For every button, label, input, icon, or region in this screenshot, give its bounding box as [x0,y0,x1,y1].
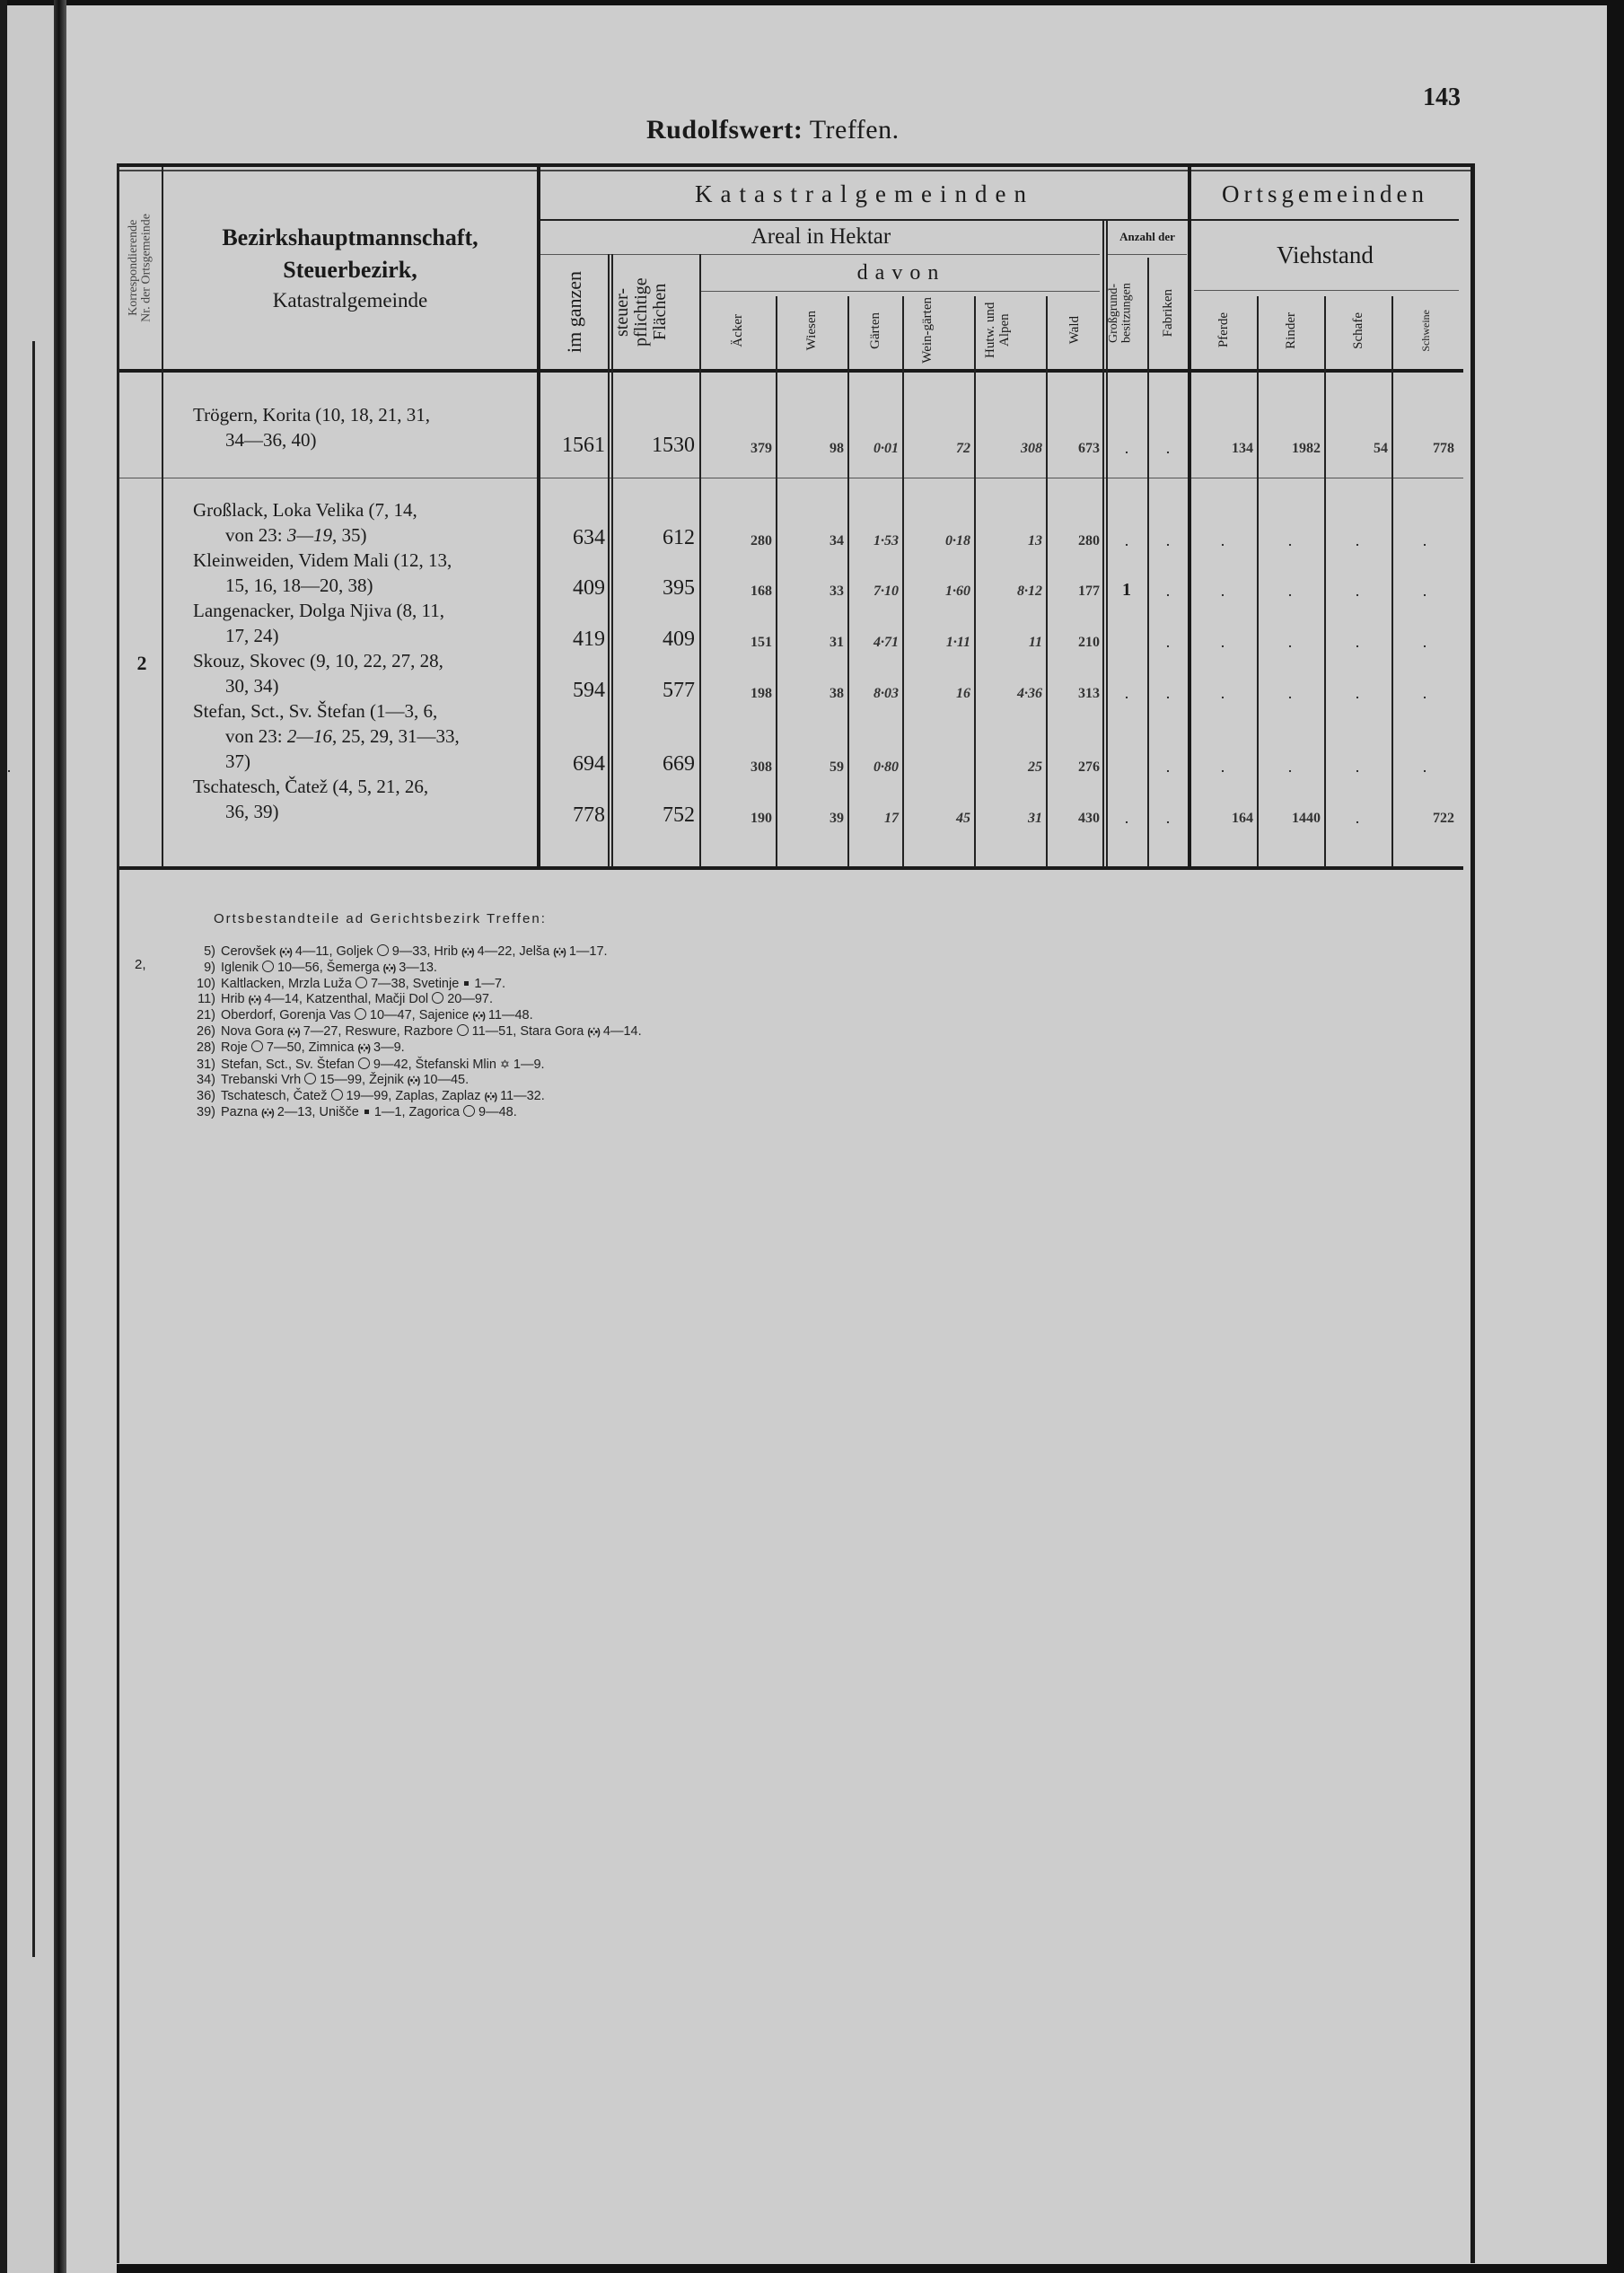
cell-schafe: . [1355,684,1360,702]
hamlet-dots-icon: (•⁚•) [382,963,396,974]
header-gaerten-label: Gärten [867,312,882,349]
cell-rinder: . [1287,684,1293,702]
cell-steuerpflichtig: 577 [663,679,695,702]
cell-steuerpflichtig: 409 [663,627,695,651]
note-text: 4—14, Katzenthal, Mačji Dol [264,992,429,1006]
cell-fabriken: . [1165,809,1171,827]
village-circle-icon [463,1105,475,1117]
name-line: , 35) [332,524,367,546]
header-weingaerten-label: Wein-gärten [920,297,935,364]
name-line: Skouz, Skovec (9, 10, 22, 27, 28, [193,650,443,671]
header-rinder-label: Rinder [1283,312,1298,349]
hamlet-dots-icon: (•⁚•) [587,1027,600,1038]
note-text: Tschatesch, Čatež [221,1089,328,1103]
cell-schweine: . [1422,684,1427,702]
name-line: Trögern, Korita (10, 18, 21, 31, [193,404,431,426]
note-index: 31) [197,1058,215,1072]
note-index: 26) [197,1024,215,1039]
name-line-italic: 3—19 [286,524,333,546]
single-house-icon [364,1110,369,1114]
note-text: 1—1, Zagorica [373,1105,460,1119]
cell-grossgrund: . [1124,531,1129,549]
note-line [189,977,642,992]
header-name-column [163,167,537,369]
scan-top-edge [0,0,1624,5]
cell-schweine: . [1422,633,1427,651]
header-im-ganzen-label: im ganzen [562,270,585,354]
note-text: 15—99, Žejnik [320,1073,404,1087]
cell-acker: 198 [751,686,772,701]
header-nr-ortsgemeinde [119,167,162,369]
header-wald [1048,293,1102,368]
cell-hutweiden: 25 [1028,759,1042,775]
note-index: 10) [197,977,215,991]
book-binding-gutter [54,0,66,2273]
cell-grossgrund: . [1124,439,1129,457]
cell-wiesen: 34 [830,533,844,549]
note-text: 9—48. [478,1105,517,1119]
col-sep-acker [776,296,777,867]
header-davon: davon [856,261,946,285]
cell-acker: 151 [751,635,772,650]
cell-wald: 177 [1078,584,1100,599]
cell-im-ganzen: 594 [573,679,605,702]
cell-wiesen: 31 [830,635,844,650]
note-index: 5) [204,944,215,959]
header-acker [701,293,776,368]
row-name-tschatesch [193,774,534,824]
note-text: Nova Gora [221,1024,285,1039]
note-text: 4—14. [602,1024,642,1039]
header-nr-line1: Korrespondierende [126,219,140,317]
cell-gaerten: 0·80 [873,759,899,775]
cell-schweine: . [1422,582,1427,600]
cell-grossgrund: 1 [1122,580,1131,600]
rule-below-areal [539,254,1100,255]
cell-pferde: 134 [1232,441,1253,456]
note-text: Kaltlacken, Mrzla Luža [221,977,352,991]
cell-wald: 430 [1078,811,1100,826]
note-line [189,1024,642,1040]
cell-weingaerten: 72 [956,441,970,456]
note-text: Trebanski Vrh [221,1073,302,1087]
hamlet-dots-icon: (•⁚•) [407,1075,420,1086]
note-text: 4—11, Goljek [294,944,373,959]
cell-rinder: 1982 [1292,441,1321,456]
cell-schafe: . [1355,531,1360,549]
note-text: 4—22, Jelša [477,944,550,959]
cell-hutweiden: 4·36 [1017,686,1042,701]
village-circle-icon [355,1008,366,1020]
cell-gaerten: 4·71 [873,635,899,650]
cell-rinder: . [1287,531,1293,549]
mill-star-icon: ✡ [499,1058,510,1071]
ortsgemeinde-number: 2 [136,652,147,674]
note-line [189,961,642,977]
note-index: 34) [197,1073,215,1087]
note-index: 39) [197,1105,215,1119]
rule-below-viehstand [1194,290,1459,291]
name-line: von 23: [225,524,287,546]
page-title-district: Rudolfswert: [646,115,803,145]
page-title-court: Treffen. [803,115,900,145]
col-sep-schafe [1391,296,1393,867]
header-fabriken [1149,258,1188,368]
header-katastralgemeinden: Katastralgemeinden [695,180,1034,207]
note-line [189,1040,642,1057]
note-index: 9) [204,961,215,975]
cell-schafe: . [1355,809,1360,827]
cell-hutweiden: 308 [1021,441,1042,456]
cell-fabriken: . [1165,684,1171,702]
header-bezirkshauptmannschaft: Bezirkshauptmannschaft, [222,224,478,250]
note-text: Oberdorf, Gorenja Vas [221,1008,351,1022]
cell-weingaerten: 45 [956,811,970,826]
cell-pferde: . [1220,684,1225,702]
cell-wald: 276 [1078,759,1100,775]
note-text: 1—17. [568,944,608,959]
cell-weingaerten: 0·18 [945,533,970,549]
scan-bottom-edge [117,2264,1624,2273]
note-index: 28) [197,1040,215,1055]
col-sep-pferde [1257,296,1259,867]
note-text: 7—38, Svetinje [370,977,460,991]
hamlet-dots-icon: (•⁚•) [553,947,566,958]
row-name-grosslack [193,497,534,548]
name-line: Kleinweiden, Videm Mali (12, 13, [193,549,452,571]
cell-rinder: . [1287,758,1293,776]
cell-gaerten: 8·03 [873,686,899,701]
cell-pferde: . [1220,582,1225,600]
cell-pferde: . [1220,758,1225,776]
note-line [189,1105,642,1121]
note-line [189,1089,642,1105]
name-line: Stefan, Sct., Sv. Štefan (1—3, 6, [193,700,438,722]
page-number: 143 [1423,83,1461,111]
note-text: 9—42, Štefanski Mlin [373,1058,496,1072]
header-fabriken-label: Fabriken [1160,288,1175,338]
header-weingaerten [904,293,974,368]
row-name-skouz [193,648,534,698]
cell-weingaerten: 1·11 [945,635,970,650]
header-schweine [1393,293,1459,368]
village-circle-icon [331,1089,343,1101]
cell-im-ganzen: 778 [573,803,605,827]
cell-wald: 313 [1078,686,1100,701]
note-text: 7—27, Reswure, Razbore [303,1024,453,1039]
note-text: Cerovšek [221,944,277,959]
header-nr-line2: Nr. der Ortsgemeinde [139,214,154,322]
cell-wald: 673 [1078,441,1100,456]
cell-gaerten: 0·01 [873,441,899,456]
note-line [189,1008,642,1024]
cell-schafe: . [1355,633,1360,651]
col-sep-hutweiden [1046,296,1048,867]
cell-im-ganzen: 694 [573,752,605,776]
village-circle-icon [432,992,443,1004]
name-line: 36, 39) [225,801,279,822]
hamlet-dots-icon: (•⁚•) [261,1108,274,1119]
note-text: 11—51, Stara Gora [471,1024,584,1039]
note-text: 3—9. [373,1040,405,1055]
cell-rinder: . [1287,633,1293,651]
cell-gaerten: 1·53 [873,533,899,549]
cell-fabriken: . [1165,582,1171,600]
cell-rinder: . [1287,582,1293,600]
cell-im-ganzen: 419 [573,627,605,651]
cell-steuerpflichtig: 1530 [652,434,695,457]
village-circle-icon [262,961,274,972]
cell-gaerten: 7·10 [873,584,899,599]
cell-schafe: 54 [1374,441,1388,456]
rule-table-bottom [119,866,1463,870]
cell-pferde: . [1220,531,1225,549]
header-schafe [1326,293,1391,368]
cell-steuerpflichtig: 669 [663,752,695,776]
cell-fabriken: . [1165,758,1171,776]
note-line [189,1057,642,1073]
cell-schweine: . [1422,758,1427,776]
village-circle-icon [457,1024,469,1036]
village-circle-icon [358,1058,370,1069]
hamlet-dots-icon: (•⁚•) [472,1011,485,1022]
header-pferde-label: Pferde [1216,312,1231,348]
note-text: 1—7. [474,977,506,991]
header-wiesen [777,293,847,368]
header-pferde [1191,293,1257,368]
hamlet-dots-icon: (•⁚•) [484,1092,497,1102]
note-text: Stefan, Sct., Sv. Štefan [221,1058,355,1072]
village-circle-icon [251,1040,263,1052]
header-schafe-label: Schafe [1350,312,1365,349]
cell-schweine: 722 [1433,811,1454,826]
name-line: 15, 16, 18—20, 38) [225,575,373,596]
header-acker-label: Äcker [730,313,745,347]
header-viehstand: Viehstand [1277,241,1374,268]
header-hutweiden [976,293,1046,368]
name-line: 34—36, 40) [225,429,317,451]
name-line: Langenacker, Dolga Njiva (8, 11, [193,600,445,621]
header-steuerbezirk: Steuerbezirk, [283,256,417,283]
col-sep-weingaerten [974,296,976,867]
single-house-icon [464,981,469,986]
note-text: Iglenik [221,961,259,975]
cell-weingaerten: 1·60 [945,584,970,599]
name-line: Tschatesch, Čatež (4, 5, 21, 26, [193,776,429,797]
cell-im-ganzen: 634 [573,526,605,549]
cell-steuerpflichtig: 395 [663,576,695,600]
header-schweine-label: Schweine [1419,309,1433,352]
cell-wiesen: 38 [830,686,844,701]
note-text: Hrib [221,992,245,1006]
names-group-2 [193,497,534,824]
rule-below-davon [700,291,1100,292]
cell-hutweiden: 11 [1028,635,1042,650]
scan-binding-shadow [32,341,35,1957]
note-line [189,992,642,1008]
cell-schafe: . [1355,582,1360,600]
cell-schweine: 778 [1433,441,1454,456]
cell-wiesen: 59 [830,759,844,775]
note-text: 20—97. [447,992,493,1006]
hamlet-dots-icon: (•⁚•) [279,947,292,958]
village-circle-icon [304,1073,316,1084]
cell-wald: 210 [1078,635,1100,650]
header-areal-hektar: Areal in Hektar [751,224,891,249]
hamlet-dots-icon: (•⁚•) [357,1043,370,1054]
note-text: 7—50, Zimnica [266,1040,355,1055]
note-text: 1—9. [513,1058,545,1072]
cell-acker: 379 [751,441,772,456]
header-hutweiden-label: Hutw. und Alpen [983,302,1012,359]
cell-im-ganzen: 409 [573,576,605,600]
scan-right-edge [1607,0,1624,2273]
col-sep-wiesen [847,296,849,867]
note-index: 11) [198,992,215,1006]
hamlet-dots-icon: (•⁚•) [248,995,261,1005]
header-steuerpflichtige-label: steuer-pflichtige Flächen [612,277,670,347]
cell-wiesen: 39 [830,811,844,826]
row-name-troegern [193,402,534,452]
name-line: Großlack, Loka Velika (7, 14, [193,499,417,521]
header-ortsgemeinden: Ortsgemeinden [1222,180,1428,207]
notes-list [189,944,642,1121]
note-line [189,1073,642,1089]
note-text: 10—47, Sajenice [369,1008,470,1022]
col-sep-rinder [1324,296,1326,867]
cell-pferde: . [1220,633,1225,651]
notes-ortsbestandteile [189,911,642,1121]
cell-grossgrund: . [1124,684,1129,702]
cell-acker: 280 [751,533,772,549]
header-wald-label: Wald [1067,316,1082,345]
cell-hutweiden: 13 [1028,533,1042,549]
note-text: 9—33, Hrib [391,944,459,959]
cell-hutweiden: 8·12 [1017,584,1042,599]
note-text: Pazna [221,1105,259,1119]
cell-fabriken: . [1165,439,1171,457]
cell-wiesen: 33 [830,584,844,599]
note-text: Roje [221,1040,248,1055]
name-line-italic: 2—16 [286,725,333,747]
cell-steuerpflichtig: 612 [663,526,695,549]
note-text: 19—99, Zaplas, Zaplaz [346,1089,481,1103]
note-text: 11—48. [487,1008,533,1022]
cell-im-ganzen: 1561 [562,434,605,457]
name-line: von 23: [225,725,287,747]
note-text: 11—32. [500,1089,545,1103]
rule-below-header [119,369,1463,373]
cell-acker: 190 [751,811,772,826]
name-line: 17, 24) [225,625,279,646]
cell-grossgrund: . [1124,809,1129,827]
cell-gaerten: 17 [884,811,899,826]
note-line [189,944,642,961]
header-rinder [1259,293,1324,368]
cell-hutweiden: 31 [1028,811,1042,826]
row-name-langenacker [193,598,534,648]
cell-schafe: . [1355,758,1360,776]
village-circle-icon [356,977,367,988]
note-index: 21) [197,1008,215,1022]
hamlet-dots-icon: (•⁚•) [287,1027,300,1038]
note-text: 3—13. [399,961,437,975]
page-title [646,115,900,145]
notes-ortsgemeinde-prefix: 2, [135,957,146,972]
cell-schweine: . [1422,531,1427,549]
cell-acker: 308 [751,759,772,775]
hamlet-dots-icon: (•⁚•) [461,947,474,958]
row-name-kleinweiden [193,548,534,598]
cell-rinder: 1440 [1292,811,1321,826]
cell-pferde: 164 [1232,811,1253,826]
cell-fabriken: . [1165,633,1171,651]
cell-wald: 280 [1078,533,1100,549]
cell-fabriken: . [1165,531,1171,549]
header-im-ganzen [540,256,608,368]
name-line: 37) [225,750,250,772]
header-steuerpflichtige [613,256,699,368]
row-name-stefan [193,698,534,774]
header-gaerten [849,293,902,368]
cell-wiesen: 98 [830,441,844,456]
header-katastralgemeinde: Katastralgemeinde [272,288,428,312]
col-sep-gaerten [902,296,904,867]
header-grossgrund [1108,258,1147,368]
note-text: 2—13, Unišče [277,1105,359,1119]
cell-steuerpflichtig: 752 [663,803,695,827]
name-line: , 25, 29, 31—33, [332,725,460,747]
note-index: 36) [197,1089,215,1103]
village-circle-icon [377,944,389,956]
cell-acker: 168 [751,584,772,599]
note-text: 10—56, Šemerga [277,961,380,975]
note-text: 10—45. [423,1073,470,1087]
header-anzahl-der: Anzahl der [1119,230,1175,243]
rule-below-anzahl [1106,254,1187,255]
scan-left-edge [0,0,7,2273]
header-grossgrund-label: Großgrund-besitzungen [1107,283,1134,343]
name-line: 30, 34) [225,675,279,697]
notes-title: Ortsbestandteile ad Gerichtsbezirk Treffen: [214,911,547,926]
cell-weingaerten: . [6,758,12,776]
cell-weingaerten: 16 [956,686,970,701]
header-wiesen-label: Wiesen [804,310,820,351]
